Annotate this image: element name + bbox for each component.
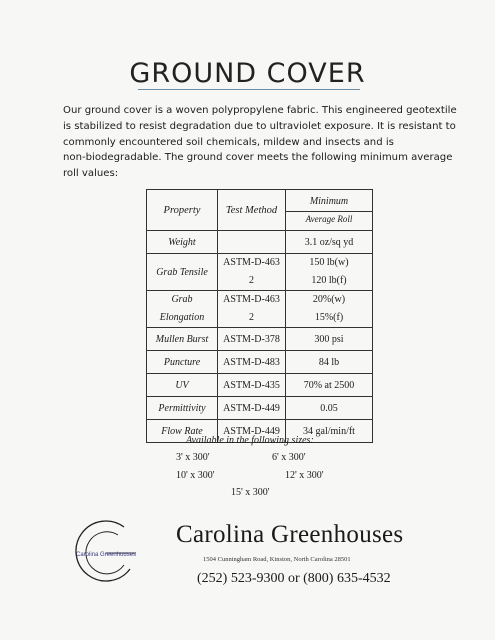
cell-line: 15%(f): [314, 312, 344, 323]
header-test-method: Test Method: [218, 190, 286, 231]
company-name: Carolina Greenhouses: [176, 521, 404, 548]
cell-line: ASTM-D-463: [223, 257, 280, 268]
intro-line: Our ground cover is a woven polypropylene fabric. This engineered geotextile: [63, 105, 457, 116]
cell-test-method: ASTM-D-483: [218, 351, 286, 374]
table-row: [147, 351, 373, 374]
cell-minimum: 300 psi: [286, 328, 373, 351]
company-phones: (252) 523-9300 or (800) 635-4532: [197, 571, 391, 586]
cell-property: Permittivity: [147, 397, 218, 420]
cell-minimum: 70% at 2500: [286, 374, 373, 397]
page-title: GROUND COVER: [129, 58, 366, 89]
intro-line: roll values:: [63, 168, 119, 180]
size-option: 6' x 300': [272, 452, 306, 463]
cell-minimum: 0.05: [286, 397, 373, 420]
cell-minimum: [286, 254, 373, 291]
size-option: 15' x 300': [231, 487, 270, 498]
cell-property: Mullen Burst: [147, 328, 218, 351]
cell-property: [147, 291, 218, 328]
cell-test-method: ASTM-D-378: [218, 328, 286, 351]
header-minimum-line1: Minimum: [309, 196, 349, 207]
cell-line: 20%(w): [312, 294, 346, 305]
title-underline: [138, 89, 360, 90]
company-address: 1504 Cunningham Road, Kinston, North Carolina 28501: [203, 556, 351, 563]
size-option: 10' x 300': [176, 470, 215, 481]
cell-property: Puncture: [147, 351, 218, 374]
cell-test-method: [218, 231, 286, 254]
cell-minimum: 3.1 oz/sq yd: [286, 231, 373, 254]
intro-line: commonly encountered soil chemicals, mildew and insects and is: [63, 136, 394, 148]
header-minimum-line2: Average Roll: [286, 211, 372, 224]
cell-test-method: ASTM-D-435: [218, 374, 286, 397]
logo-arc-outer: [76, 521, 130, 581]
cell-line: 120 lb(f): [311, 275, 347, 286]
sizes-heading: Available in the following sizes:: [186, 435, 314, 446]
specifications-table: [146, 189, 373, 443]
cell-test-method: [218, 254, 286, 291]
cell-line: 150 lb(w): [309, 257, 349, 268]
cell-property: Flow Rate: [147, 420, 218, 443]
cell-test-method: [218, 291, 286, 328]
size-option: 3' x 300': [176, 452, 210, 463]
cell-test-method: ASTM-D-449: [218, 420, 286, 443]
cell-line: 2: [249, 312, 254, 323]
table-row: [147, 397, 373, 420]
header-minimum: [286, 190, 373, 231]
table-row: [147, 254, 373, 291]
table-row: [147, 231, 373, 254]
size-option: 12' x 300': [285, 470, 324, 481]
header-property: Property: [147, 190, 218, 231]
cell-minimum: 34 gal/min/ft: [286, 420, 373, 443]
intro-paragraph: [63, 103, 457, 182]
cell-line: Elongation: [159, 312, 205, 323]
intro-line: is stabilized to resist degradation due to ultraviolet exposure. It is resistant to: [63, 120, 456, 132]
table-header-row: [147, 190, 373, 231]
cell-line: 2: [249, 275, 254, 286]
cell-property: Weight: [147, 231, 218, 254]
company-logo: [60, 517, 170, 591]
cell-line: Grab: [171, 294, 193, 305]
cell-minimum: 84 lb: [286, 351, 373, 374]
logo-wordmark: Carolina Greenhouses: [76, 552, 137, 558]
cell-property: Grab Tensile: [147, 254, 218, 291]
table-row: [147, 291, 373, 328]
cell-property: UV: [147, 374, 218, 397]
cell-line: ASTM-D-463: [223, 294, 280, 305]
table-row: [147, 328, 373, 351]
table-row: [147, 374, 373, 397]
cell-test-method: ASTM-D-449: [218, 397, 286, 420]
intro-line: non-biodegradable. The ground cover meets the following minimum average: [63, 152, 453, 164]
cell-minimum: [286, 291, 373, 328]
